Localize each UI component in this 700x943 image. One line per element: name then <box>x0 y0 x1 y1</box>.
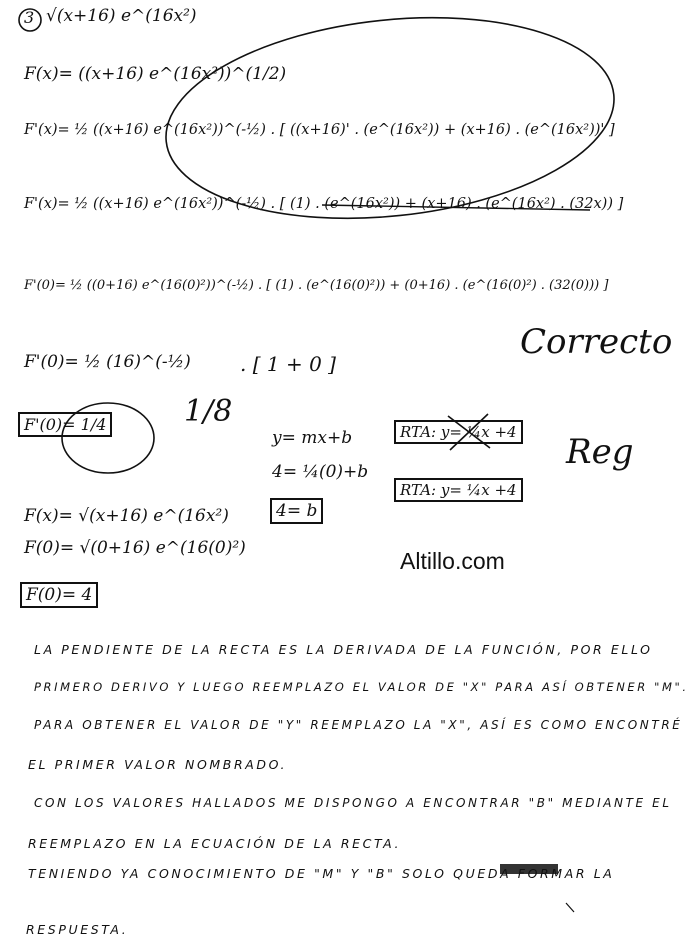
explanation-line-3: PARA OBTENER EL VALOR DE "Y" REEMPLAZO LA "X", ASÍ ES COMO ENCONTRÉ <box>34 718 683 732</box>
derivative-step-3: F'(0)= ½ ((0+16) e^(16(0)²))^(-½) . [ (1) . (e^(16(0)²)) + (0+16) . (e^(16(0)²) . (32(0))) ] <box>24 278 609 293</box>
function-value-result: F(0)= 4 <box>20 582 98 608</box>
grade-mark-reg: Reg <box>566 432 634 472</box>
function-definition: F(x)= ((x+16) e^(16x²))^(1/2) <box>24 64 287 84</box>
explanation-line-5: CON LOS VALORES HALLADOS ME DISPONGO A ENCONTRAR "B" MEDIANTE EL <box>34 796 672 810</box>
watermark-text: Altillo.com <box>400 548 505 574</box>
derivative-step-4-right: . [ 1 + 0 ] <box>240 352 336 376</box>
problem-number: 3 <box>24 8 35 27</box>
explanation-line-1: LA PENDIENTE DE LA RECTA ES LA DERIVADA DE LA FUNCIÓN, POR ELLO <box>34 642 653 657</box>
b-result: 4= b <box>270 498 323 524</box>
explanation-line-4: EL PRIMER VALOR NOMBRADO. <box>28 757 288 772</box>
grade-mark-correct: Correcto <box>520 322 673 362</box>
explanation-line-6: REEMPLAZO EN LA ECUACIÓN DE LA RECTA. <box>28 836 402 851</box>
explanation-line-2: PRIMERO DERIVO Y LUEGO REEMPLAZO EL VALOR DE "X" PARA ASÍ OBTENER "M". <box>34 680 689 694</box>
function-at-zero: F(0)= √(0+16) e^(16(0)²) <box>24 538 246 558</box>
grade-mark-fraction: 1/8 <box>184 394 233 429</box>
explanation-line-7: TENIENDO YA CONOCIMIENTO DE "M" Y "B" SOLO QUEDA FORMAR LA <box>28 866 615 881</box>
stray-mark <box>566 903 574 912</box>
derivative-step-1: F'(x)= ½ ((x+16) e^(16x²))^(-½) . [ ((x+16)' . (e^(16x²)) + (x+16) . (e^(16x²))' ] <box>24 122 615 138</box>
line-substitution: 4= ¼(0)+b <box>272 462 369 482</box>
answer-final: RTA: y= ¼x +4 <box>394 478 523 502</box>
derivative-result: F'(0)= 1/4 <box>18 412 112 437</box>
line-equation: y= mx+b <box>272 428 353 448</box>
derivative-step-2: F'(x)= ½ ((x+16) e^(16x²))^(-½) . [ (1) . (e^(16x²)) + (x+16) . (e^(16x²) . (32x)) ] <box>24 196 624 212</box>
problem-statement: √(x+16) e^(16x²) <box>46 6 197 26</box>
answer-first-crossed: RTA: y= ¼x +4 <box>394 420 523 444</box>
function-restated: F(x)= √(x+16) e^(16x²) <box>24 506 229 526</box>
derivative-step-4-left: F'(0)= ½ (16)^(-½) <box>24 352 191 372</box>
explanation-line-8: RESPUESTA. <box>26 922 129 937</box>
